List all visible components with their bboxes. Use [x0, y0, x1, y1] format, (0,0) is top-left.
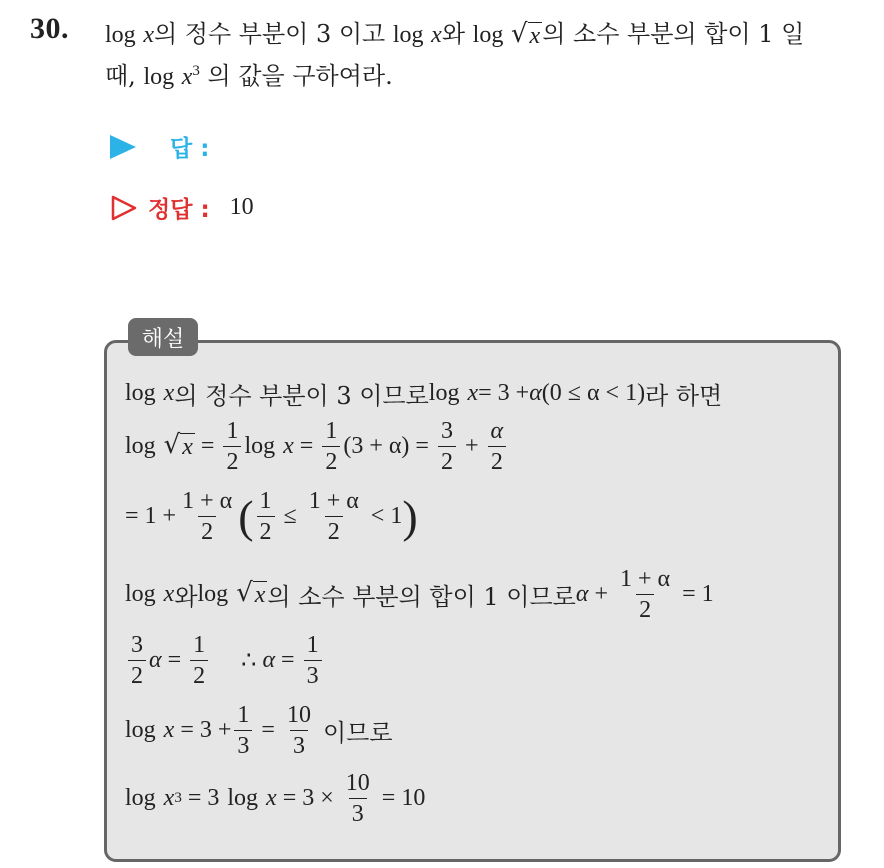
- exponent: 3: [192, 63, 200, 79]
- fraction: $\frac{1}{2}$: [257, 488, 275, 546]
- left-paren: (: [238, 490, 254, 542]
- fraction: $\frac{\alpha}{2}$: [488, 418, 507, 476]
- fraction: $\frac{1 + \alpha}{2}$: [182, 488, 233, 546]
- solution-line-1: log x 의 정수 부분이 3 이므로 log x = 3 + α (0 ≤ α < 1) 라 하면: [125, 380, 723, 410]
- variable-x: x: [181, 64, 193, 90]
- question-line-1: [105, 14, 804, 51]
- play-triangle-icon: [110, 135, 136, 159]
- variable-x: x: [431, 22, 442, 48]
- correct-answer-value: 10: [229, 194, 254, 220]
- fraction: $\frac{1}{2}$: [190, 632, 208, 690]
- question-text: 의 값을 구하여라.: [199, 62, 393, 90]
- solution-line-2: log √ x = $\frac{1}{2}$ log x = $\frac{1}{2}$ (3 + α) = $\frac{3}{2}$ + $\frac{\alpha}{2}$: [125, 418, 509, 476]
- solution-line-4: log x 와 log √ x 의 소수 부분의 합이 1 이므로 α + $\frac{1 + \alpha}{2}$ = 1: [125, 566, 714, 624]
- outline-triangle-icon: [110, 194, 138, 222]
- question-text: 의 소수 부분의 합이 1 일: [542, 20, 805, 48]
- fraction: $\frac{3}{2}$: [438, 418, 456, 476]
- answer-label: 답 :: [170, 136, 210, 162]
- right-paren: ): [402, 490, 418, 542]
- log-text: log: [105, 22, 136, 48]
- solution-line-7: log x 3 = 3 log x = 3 × $\frac{10}{3}$ = 10: [125, 770, 426, 828]
- fraction: $\frac{1}{2}$: [223, 418, 241, 476]
- fraction: $\frac{1}{3}$: [304, 632, 322, 690]
- sqrt-x: √ x: [510, 19, 541, 49]
- log-text: log: [392, 22, 424, 48]
- fraction: $\frac{1}{2}$: [322, 418, 340, 476]
- fraction: $\frac{1 + \alpha}{2}$: [620, 566, 671, 624]
- solution-tag: 해설: [128, 318, 198, 356]
- solution-line-6: log x = 3 + $\frac{1}{3}$ = $\frac{10}{3}$ 이므로: [125, 702, 393, 760]
- question-number: 30.: [30, 12, 69, 45]
- question-text: 때,: [105, 62, 144, 90]
- solution-line-5: $\frac{3}{2}$ α = $\frac{1}{2}$ ∴ α = $\frac{1}{3}$: [125, 632, 325, 690]
- solution-line-3: = 1 + $\frac{1 + \alpha}{2}$ ( $\frac{1}{2}$ ≤ $\frac{1 + \alpha}{2}$ < 1 ): [125, 488, 418, 546]
- log-text: log: [472, 22, 504, 48]
- fraction: $\frac{1}{3}$: [234, 702, 252, 760]
- variable-x: x: [143, 22, 154, 48]
- fraction: $\frac{10}{3}$: [286, 702, 311, 760]
- correct-answer-label: 정답 :: [148, 197, 210, 223]
- log-text: log: [143, 64, 175, 90]
- fraction: $\frac{3}{2}$: [128, 632, 146, 690]
- question-text: 의 정수 부분이 3 이고: [153, 20, 393, 48]
- question-line-2: [105, 56, 393, 91]
- fraction: $\frac{10}{3}$: [345, 770, 370, 828]
- question-text: 와: [441, 20, 473, 48]
- fraction: $\frac{1 + \alpha}{2}$: [308, 488, 359, 546]
- answer-row: [110, 130, 209, 163]
- correct-answer-row: [110, 191, 254, 224]
